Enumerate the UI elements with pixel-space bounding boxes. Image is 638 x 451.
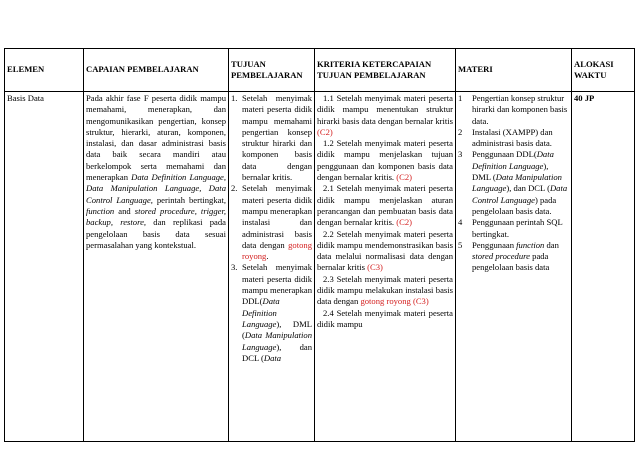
header-tujuan: TUJUAN PEMBELAJARAN [229, 49, 315, 92]
list-italic: Data [263, 352, 282, 363]
list-text: Pengertian konsep struktur hirarki dan komponen basis data. [472, 93, 568, 126]
list-text: Penggunaan DDL( [472, 149, 537, 160]
cell-kriteria [315, 92, 456, 442]
capaian-text: Pada akhir fase F peserta didik mampu memahami, menerapkan, dan mengomunikasikan pengertian, konsep struktur, hierarki, aturan, komponen, instalasi, dan dasar administrasi basis data baik secara mandiri atau berkelompok serta memahami dan menerapkan [86, 93, 226, 183]
list-item [231, 262, 312, 364]
list-number: 5 [458, 239, 463, 250]
header-capaian: CAPAIAN PEMBELAJARAN [84, 49, 229, 92]
kriteria-code: (C2) [396, 217, 412, 228]
capaian-italic-3: stored procedure, trigger, backup, restore, [86, 205, 226, 228]
list-italic: function [516, 239, 545, 250]
header-row [5, 49, 635, 92]
list-italic: Data Definition Language [242, 296, 280, 329]
header-alokasi: ALOKASI WAKTU [572, 49, 635, 92]
kriteria-code: (C2) [317, 126, 333, 137]
list-number: 1. [231, 93, 238, 103]
header-materi: MATERI [456, 49, 572, 92]
list-text: Instalasi (XAMPP) dan administrasi basis data. [472, 126, 553, 149]
list-item [458, 127, 569, 150]
list-text: ), DML ( [242, 318, 312, 341]
cell-elemen: Basis Data [5, 92, 84, 442]
kriteria-text: 2.3 Setelah menyimak materi peserta didik mampu melakukan instalasi basis data dengan [317, 273, 453, 307]
cell-tujuan [229, 92, 315, 442]
table-row [5, 92, 635, 442]
kriteria-text: 2.1 Setelah menyimak materi peserta didik mampu menjelaskan aturan perancangan dan pembuatan basis data dengan bernalar kritis. [317, 183, 453, 228]
list-item [458, 93, 569, 127]
list-number: 1 [458, 93, 463, 103]
list-text: Setelah menyimak materi peserta didik mampu menerapkan DDL( [242, 262, 312, 307]
list-item [231, 183, 312, 262]
list-number: 4 [458, 217, 463, 228]
kriteria-text: 2.2 Setelah menyimak materi peserta didik mampu mendemonstrasikan basis data melalui normalisasi data dengan bernalar kritis [317, 228, 453, 273]
list-italic: Data Manipulation Language [472, 172, 562, 194]
list-text: ), DML ( [472, 160, 549, 183]
curriculum-table [4, 48, 635, 442]
list-text: Setelah menyimak materi peserta didik mampu menerapkan instalasi dan administrasi basis data dengan [242, 183, 312, 250]
kriteria-item [317, 183, 453, 228]
list-text: pada pengelolaan basis data [472, 251, 550, 273]
list-italic: Data Definition Language [472, 149, 554, 171]
capaian-italic-2: function [86, 205, 115, 216]
list-italic: Data Control Language [472, 183, 568, 205]
list-text: ) pada pengelolaan basis data. [472, 194, 557, 216]
list-number: 2 [458, 126, 463, 137]
list-item [458, 217, 569, 240]
list-item [458, 240, 569, 274]
kriteria-text: 2.4 Setelah menyimak materi peserta didik mampu [317, 307, 453, 329]
kriteria-item [317, 229, 453, 274]
capaian-italic-1: Data Definition Language, Data Manipulation Language, Data Control Language, [86, 172, 226, 205]
kriteria-text: 1.2 Setelah menyimak materi peserta didik mampu menjelaskan tujuan penggunaan dan komponen basis data dengan bernalar kritis. [317, 138, 453, 183]
list-text: ), dan DCL ( [506, 183, 550, 194]
list-text: Setelah menyimak materi peserta didik mampu memahami pengertian konsep struktur hirarki dan komponen basis data dengan bernalar kritis. [242, 93, 312, 183]
list-text: Penggunaan perintah SQL bertingkat. [472, 217, 563, 239]
header-kriteria: KRITERIA KETERCAPAIAN TUJUAN PEMBELAJARAN [315, 49, 456, 92]
kriteria-text: 1.1 Setelah menyimak materi peserta didik mampu menentukan struktur hirarki basis data dengan bernalar kritis [317, 93, 453, 126]
list-italic: Data Manipulation Language [242, 330, 312, 352]
list-number: 2. [231, 183, 238, 194]
list-text: Penggunaan [472, 239, 517, 250]
cell-alokasi: 40 JP [572, 92, 635, 442]
list-text-end: . [266, 251, 269, 262]
list-number: 3. [231, 262, 238, 273]
list-text: dan [544, 239, 559, 250]
cell-materi [456, 92, 572, 442]
header-elemen: ELEMEN [5, 49, 84, 92]
capaian-text-4: dan replikasi pada pengelolaan basis data sesuai permasalahan yang kontekstual. [86, 217, 226, 250]
list-text: ), dan DCL ( [242, 341, 312, 363]
kriteria-item [317, 93, 453, 138]
list-number: 3 [458, 149, 463, 160]
list-italic: stored procedure [472, 251, 530, 262]
kriteria-code: (C2) [396, 172, 412, 183]
kriteria-code: gotong royong (C3) [360, 296, 429, 307]
kriteria-code: (C3) [367, 262, 383, 273]
kriteria-item [317, 308, 453, 331]
kriteria-item [317, 138, 453, 183]
list-item [458, 149, 569, 217]
cell-capaian [84, 92, 229, 442]
capaian-text-2: perintah bertingkat, [152, 194, 226, 205]
list-item [231, 93, 312, 183]
kriteria-item [317, 274, 453, 308]
highlight-text: gotong royong [242, 239, 312, 262]
capaian-text-3: and [114, 205, 135, 216]
